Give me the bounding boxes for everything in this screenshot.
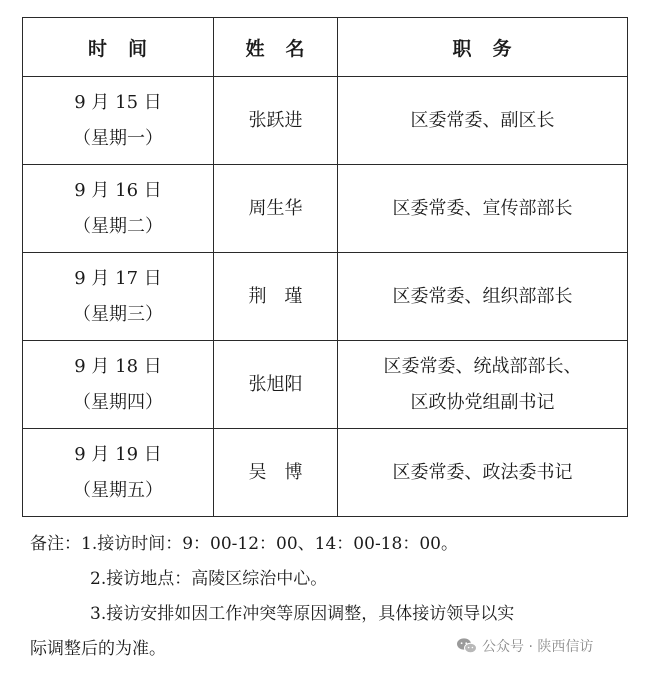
wechat-icon	[456, 637, 478, 655]
time-cell	[23, 165, 214, 253]
watermark	[456, 636, 593, 656]
header-duty: 职 务	[338, 18, 628, 77]
weekday-text: （星期一）	[73, 127, 163, 149]
date-text: 9 月 16 日	[74, 179, 162, 201]
note-line-adjustment: 3.接访安排如因工作冲突等原因调整，具体接访领导以实	[90, 604, 515, 624]
duty-line: 区委常委、组织部部长	[392, 285, 573, 307]
name-cell: 张跃进	[214, 77, 338, 165]
date-text: 9 月 15 日	[74, 91, 162, 113]
name-cell: 吴 博	[214, 429, 338, 517]
name-cell: 周生华	[214, 165, 338, 253]
table-row	[23, 341, 628, 429]
watermark-text: 公众号 · 陕西信访	[482, 639, 594, 655]
duty-line: 区委常委、副区长	[410, 109, 555, 131]
duty-cell	[338, 77, 628, 165]
schedule-table	[22, 17, 628, 517]
name-cell: 张旭阳	[214, 341, 338, 429]
note-line-adjustment-cont: 际调整后的为准。	[30, 639, 166, 659]
duty-line: 区委常委、统战部部长、	[383, 355, 582, 377]
time-cell	[23, 77, 214, 165]
date-text: 9 月 18 日	[74, 355, 162, 377]
duty-line: 区委常委、宣传部部长	[392, 197, 573, 219]
time-cell	[23, 429, 214, 517]
table-row	[23, 77, 628, 165]
time-cell	[23, 253, 214, 341]
time-cell	[23, 341, 214, 429]
duty-cell	[338, 165, 628, 253]
date-text: 9 月 17 日	[74, 267, 162, 289]
duty-cell	[338, 253, 628, 341]
header-time: 时 间	[23, 18, 214, 77]
note-line-location: 2.接访地点：高陵区综治中心。	[90, 569, 328, 589]
header-row	[23, 18, 628, 77]
table-row	[23, 253, 628, 341]
header-name: 姓 名	[214, 18, 338, 77]
duty-line: 区委常委、政法委书记	[392, 461, 573, 483]
weekday-text: （星期三）	[73, 303, 163, 325]
weekday-text: （星期五）	[73, 479, 163, 501]
note-line-time: 备注：1.接访时间：9：00-12：00、14：00-18：00。	[30, 534, 458, 554]
table-row	[23, 165, 628, 253]
name-cell: 荆 瑾	[214, 253, 338, 341]
weekday-text: （星期四）	[73, 391, 163, 413]
date-text: 9 月 19 日	[74, 443, 162, 465]
duty-line: 区政协党组副书记	[410, 391, 555, 413]
duty-cell	[338, 429, 628, 517]
duty-cell	[338, 341, 628, 429]
weekday-text: （星期二）	[73, 215, 163, 237]
table-row	[23, 429, 628, 517]
